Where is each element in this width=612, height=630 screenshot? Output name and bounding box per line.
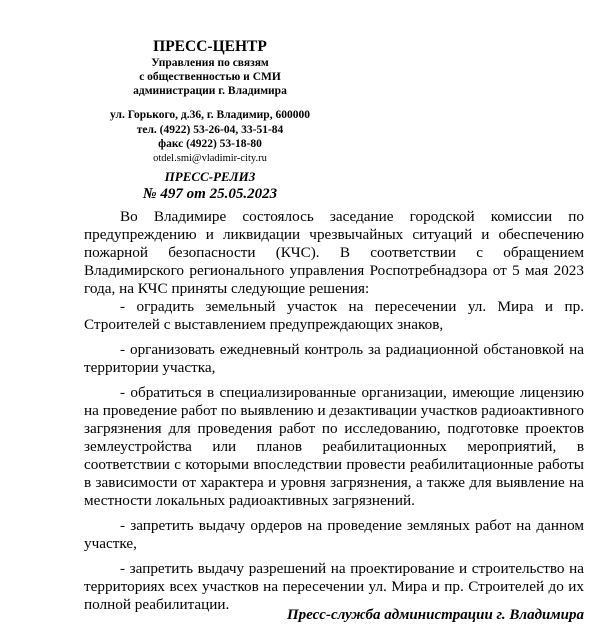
- release-title: ПРЕСС-РЕЛИЗ: [164, 169, 256, 184]
- release-number: № 497 от 25.05.2023: [142, 186, 278, 202]
- paragraph-decision-2: - организовать ежедневный контроль за радиационной обстановкой на территории участка,: [84, 341, 584, 376]
- email-link[interactable]: otdel.smi@vladimir-city.ru: [153, 152, 267, 164]
- paragraph-decision-1: - оградить земельный участок на пересечении ул. Мира и пр. Строителей с выставлением предупреждающих знаков,: [84, 298, 584, 333]
- signature: Пресс-служба администрации г. Владимира: [287, 607, 584, 623]
- address: ул. Горького, д.36, г. Владимир, 600000: [110, 109, 310, 121]
- release-body: [84, 208, 584, 614]
- header-line-3: администрации г. Владимира: [133, 85, 287, 97]
- header-line-1: Управления по связям: [151, 57, 269, 69]
- paragraph-decision-4: - запретить выдачу ордеров на проведение земляных работ на данном участке,: [84, 517, 584, 552]
- release-heading: [100, 169, 320, 203]
- paragraph-decision-3: - обратиться в специализированные организации, имеющие лицензию на проведение работ по выявлению и дезактивации участков радиоактивного загрязнения для проведения работ по исследованию, подготовке проектов землеустройства или планов реабилитационных мероприятий, в соответствии с которыми впоследствии провести реабилитационные работы в зависимости от характера и уровня загрязнения, а также для выявление на местности локальных радиоактивных загрязнений.: [84, 384, 584, 509]
- contacts-block: [100, 108, 320, 166]
- press-center-header: [100, 38, 320, 98]
- header-line-2: с общественностью и СМИ: [139, 71, 281, 83]
- paragraph-decision-5: - запретить выдачу разрешений на проектирование и строительство на территориях всех участков на пересечении ул. Мира и пр. Строителей до их полной реабилитации.: [84, 560, 584, 613]
- phone: тел. (4922) 53-26-04, 33-51-84: [136, 123, 284, 136]
- fax: факс (4922) 53-18-80: [158, 138, 262, 150]
- paragraph-intro: Во Владимире состоялось заседание городской комиссии по предупреждению и ликвидации чрезвычайных ситуаций и обеспечению пожарной безопасности (КЧС). В соответствии с обращением Владимирского регионального управления Роспотребнадзора от 5 мая 2023 года, на КЧС приняты следующие решения:: [84, 208, 584, 297]
- press-center-title: ПРЕСС-ЦЕНТР: [153, 38, 267, 55]
